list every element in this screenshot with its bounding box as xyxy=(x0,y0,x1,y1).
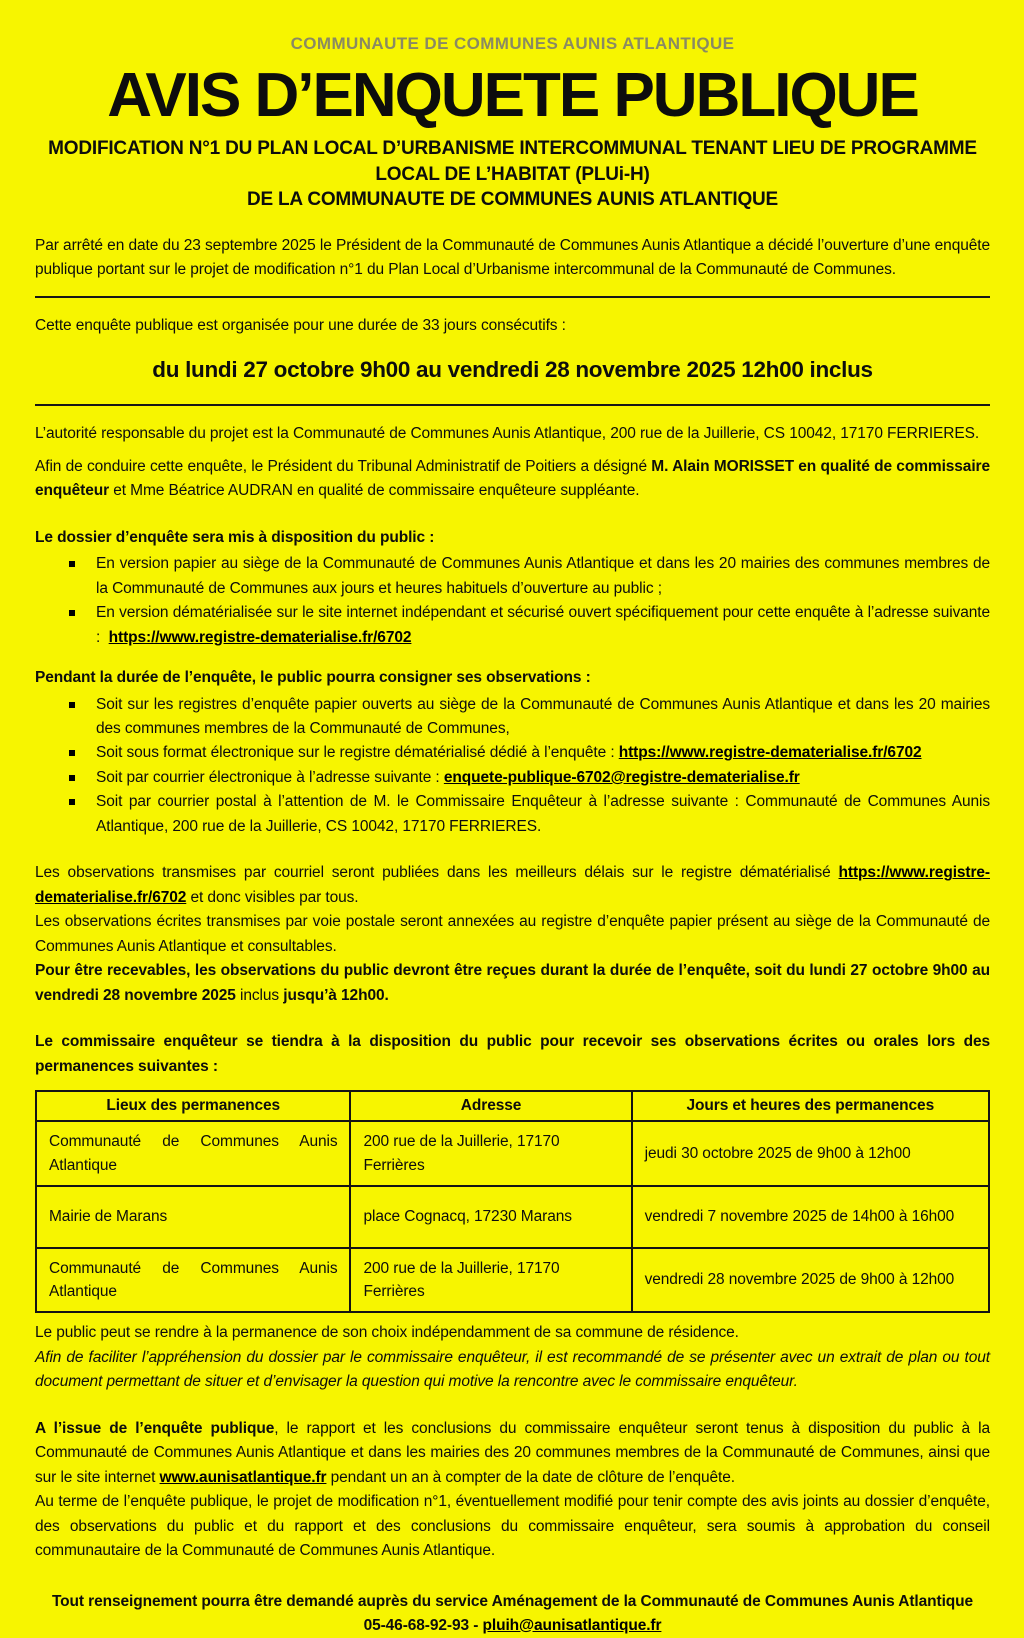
observation-item-courriel: Soit par courrier électronique à l’adresse suivante : enquete-publique-6702@registre-dematerialise.fr xyxy=(96,766,990,790)
table-row xyxy=(36,1121,989,1186)
header-adresse: Adresse xyxy=(350,1091,631,1121)
dossier-list xyxy=(35,552,990,650)
registre-link[interactable]: https://www.registre-dematerialise.fr/6702 xyxy=(108,628,412,646)
duration-line: Cette enquête publique est organisée pour une durée de 33 jours consécutifs : xyxy=(35,316,566,334)
page-subtitle-line1: MODIFICATION N°1 DU PLAN LOCAL D’URBANISME INTERCOMMUNAL TENANT LIEU DE PROGRAMME xyxy=(48,138,977,160)
page-title: AVIS D’ENQUETE PUBLIQUE xyxy=(107,61,918,130)
table-row xyxy=(36,1186,989,1248)
org-banner: COMMUNAUTE DE COMMUNES AUNIS ATLANTIQUE xyxy=(290,34,735,53)
courriel-publication-paragraph: Les observations transmises par courriel seront publiées dans les meilleurs délais sur le registre dématérialisé https://www.registre-dematerialise.fr/6702 et donc visibles par tous. xyxy=(35,864,990,906)
observation-item-electronique: Soit sous format électronique sur le registre dématérialisé dédié à l’enquête : https://www.registre-dematerialise.fr/6702 xyxy=(96,741,990,765)
dossier-item-paper: En version papier au siège de la Communauté de Communes Aunis Atlantique et dans les 20 mairies des communes membres de la Communauté de Communes aux jours et heures habituels d’ouverture au public ; xyxy=(96,552,990,601)
cell-horaire: vendredi 28 novembre 2025 de 9h00 à 12h00 xyxy=(632,1248,989,1313)
section-divider xyxy=(35,404,990,406)
cell-adresse: 200 rue de la Juillerie, 17170 Ferrières xyxy=(350,1121,631,1186)
contact-email-link[interactable]: pluih@aunisatlantique.fr xyxy=(482,1616,662,1634)
page-subtitle-line3: DE LA COMMUNAUTE DE COMMUNES AUNIS ATLANTIQUE xyxy=(246,188,779,210)
permanences-table xyxy=(35,1090,990,1313)
cell-horaire: jeudi 30 octobre 2025 de 9h00 à 12h00 xyxy=(632,1121,989,1186)
contact-line xyxy=(35,1614,990,1638)
observation-item-postal: Soit par courrier postal à l’attention de M. le Commissaire Enquêteur à l’adresse suivante : Communauté de Communes Aunis Atlantique, 200 rue de la Juillerie, CS 10042, 17170 FERRIERES. xyxy=(96,790,990,839)
header-lieux: Lieux des permanences xyxy=(36,1091,350,1121)
observations-list xyxy=(35,693,990,840)
cell-lieu: Communauté de Communes Aunis Atlantique xyxy=(36,1121,350,1186)
recevabilite-paragraph: Pour être recevables, les observations du public devront être reçues durant la durée de l’enquête, soit du lundi 27 octobre 9h00 au vendredi 28 novembre 2025 inclus jusqu’à 12h00. xyxy=(35,962,990,1004)
permanences-intro: Le commissaire enquêteur se tiendra à la disposition du public pour recevoir ses observations écrites ou orales lors des permanences suivantes : xyxy=(35,1033,990,1075)
cell-adresse: place Cognacq, 17230 Marans xyxy=(350,1186,631,1248)
inquiry-period: du lundi 27 octobre 9h00 au vendredi 28 novembre 2025 12h00 inclus xyxy=(152,357,873,383)
observation-item-registres: Soit sur les registres d’enquête papier ouverts au siège de la Communauté de Communes Aunis Atlantique et dans les 20 mairies des communes membres de la Communauté de Communes, xyxy=(96,693,990,742)
phone-number: 05-46-68-92-93 - xyxy=(363,1616,483,1634)
section-divider xyxy=(35,296,990,298)
dossier-item-online: En version dématérialisée sur le site internet indépendant et sécurisé ouvert spécifiquement pour cette enquête à l’adresse suivante : https://www.registre-dematerialise.fr/6702 xyxy=(96,601,990,650)
header-jours: Jours et heures des permanences xyxy=(632,1091,989,1121)
dossier-heading: Le dossier d’enquête sera mis à disposition du public : xyxy=(35,528,435,546)
page-subtitle-line2: LOCAL DE L’HABITAT (PLUi-H) xyxy=(375,163,650,185)
cell-lieu: Mairie de Marans xyxy=(36,1186,350,1248)
registre-link[interactable]: https://www.registre-dematerialise.fr/6702 xyxy=(35,864,990,906)
email-link[interactable]: enquete-publique-6702@registre-dematerialise.fr xyxy=(443,768,800,786)
contact-info-line: Tout renseignement pourra être demandé auprès du service Aménagement de la Communauté de Communes Aunis Atlantique xyxy=(51,1592,974,1610)
footer-contact xyxy=(35,1590,990,1638)
observations-heading: Pendant la durée de l’enquête, le public pourra consigner ses observations : xyxy=(35,669,591,687)
website-link[interactable]: www.aunisatlantique.fr xyxy=(159,1468,327,1486)
cell-horaire: vendredi 7 novembre 2025 de 14h00 à 16h00 xyxy=(632,1186,989,1248)
arrete-paragraph: Par arrêté en date du 23 septembre 2025 le Président de la Communauté de Communes Aunis Atlantique a décidé l’ouverture d’une enquête publique portant sur le projet de modification n°1 du Plan Local d’Urbanisme intercommunal de la Communauté de Communes. xyxy=(35,236,990,279)
recommendation-note: Afin de faciliter l’appréhension du dossier par le commissaire enquêteur, il est recommandé de se présenter avec un extrait de plan ou tout document permettant de situer et d’envisager la question qui motive la rencontre avec le commissaire enquêteur. xyxy=(35,1348,990,1391)
cell-lieu: Communauté de Communes Aunis Atlantique xyxy=(36,1248,350,1313)
postal-annexe-paragraph: Les observations écrites transmises par voie postale seront annexées au registre d’enquête papier présent au siège de la Communauté de Communes Aunis Atlantique et consultables. xyxy=(35,913,990,955)
public-choice-note: Le public peut se rendre à la permanence de son choix indépendamment de sa commune de résidence. xyxy=(35,1324,739,1342)
commissioner-paragraph: Afin de conduire cette enquête, le Président du Tribunal Administratif de Poitiers a désigné M. Alain MORISSET en qualité de commissaire enquêteur et Mme Béatrice AUDRAN en qualité de commissaire enquêteure suppléante. xyxy=(35,457,990,500)
page-subtitle xyxy=(35,136,990,211)
authority-paragraph: L’autorité responsable du projet est la Communauté de Communes Aunis Atlantique, 200 rue de la Juillerie, CS 10042, 17170 FERRIERES. xyxy=(35,425,980,443)
table-header-row xyxy=(36,1091,989,1121)
table-row xyxy=(36,1248,989,1313)
cell-adresse: 200 rue de la Juillerie, 17170 Ferrières xyxy=(350,1248,631,1313)
terme-paragraph: Au terme de l’enquête publique, le projet de modification n°1, éventuellement modifié pour tenir compte des avis joints au dossier d’enquête, des observations du public et du rapport et des conclusions du commissaire enquêteur, sera soumis à approbation du conseil communautaire de la Communauté de Communes Aunis Atlantique. xyxy=(35,1493,990,1560)
registre-link[interactable]: https://www.registre-dematerialise.fr/6702 xyxy=(618,744,922,762)
issue-paragraph: A l’issue de l’enquête publique, le rapport et les conclusions du commissaire enquêteur seront tenus à disposition du public à la Communauté de Communes Aunis Atlantique et dans les mairies des 20 communes membres de la Communauté de Communes, ainsi que sur le site internet www.aunisatlantique.fr pendant un an à compter de la date de clôture de l’enquête. xyxy=(35,1419,990,1486)
